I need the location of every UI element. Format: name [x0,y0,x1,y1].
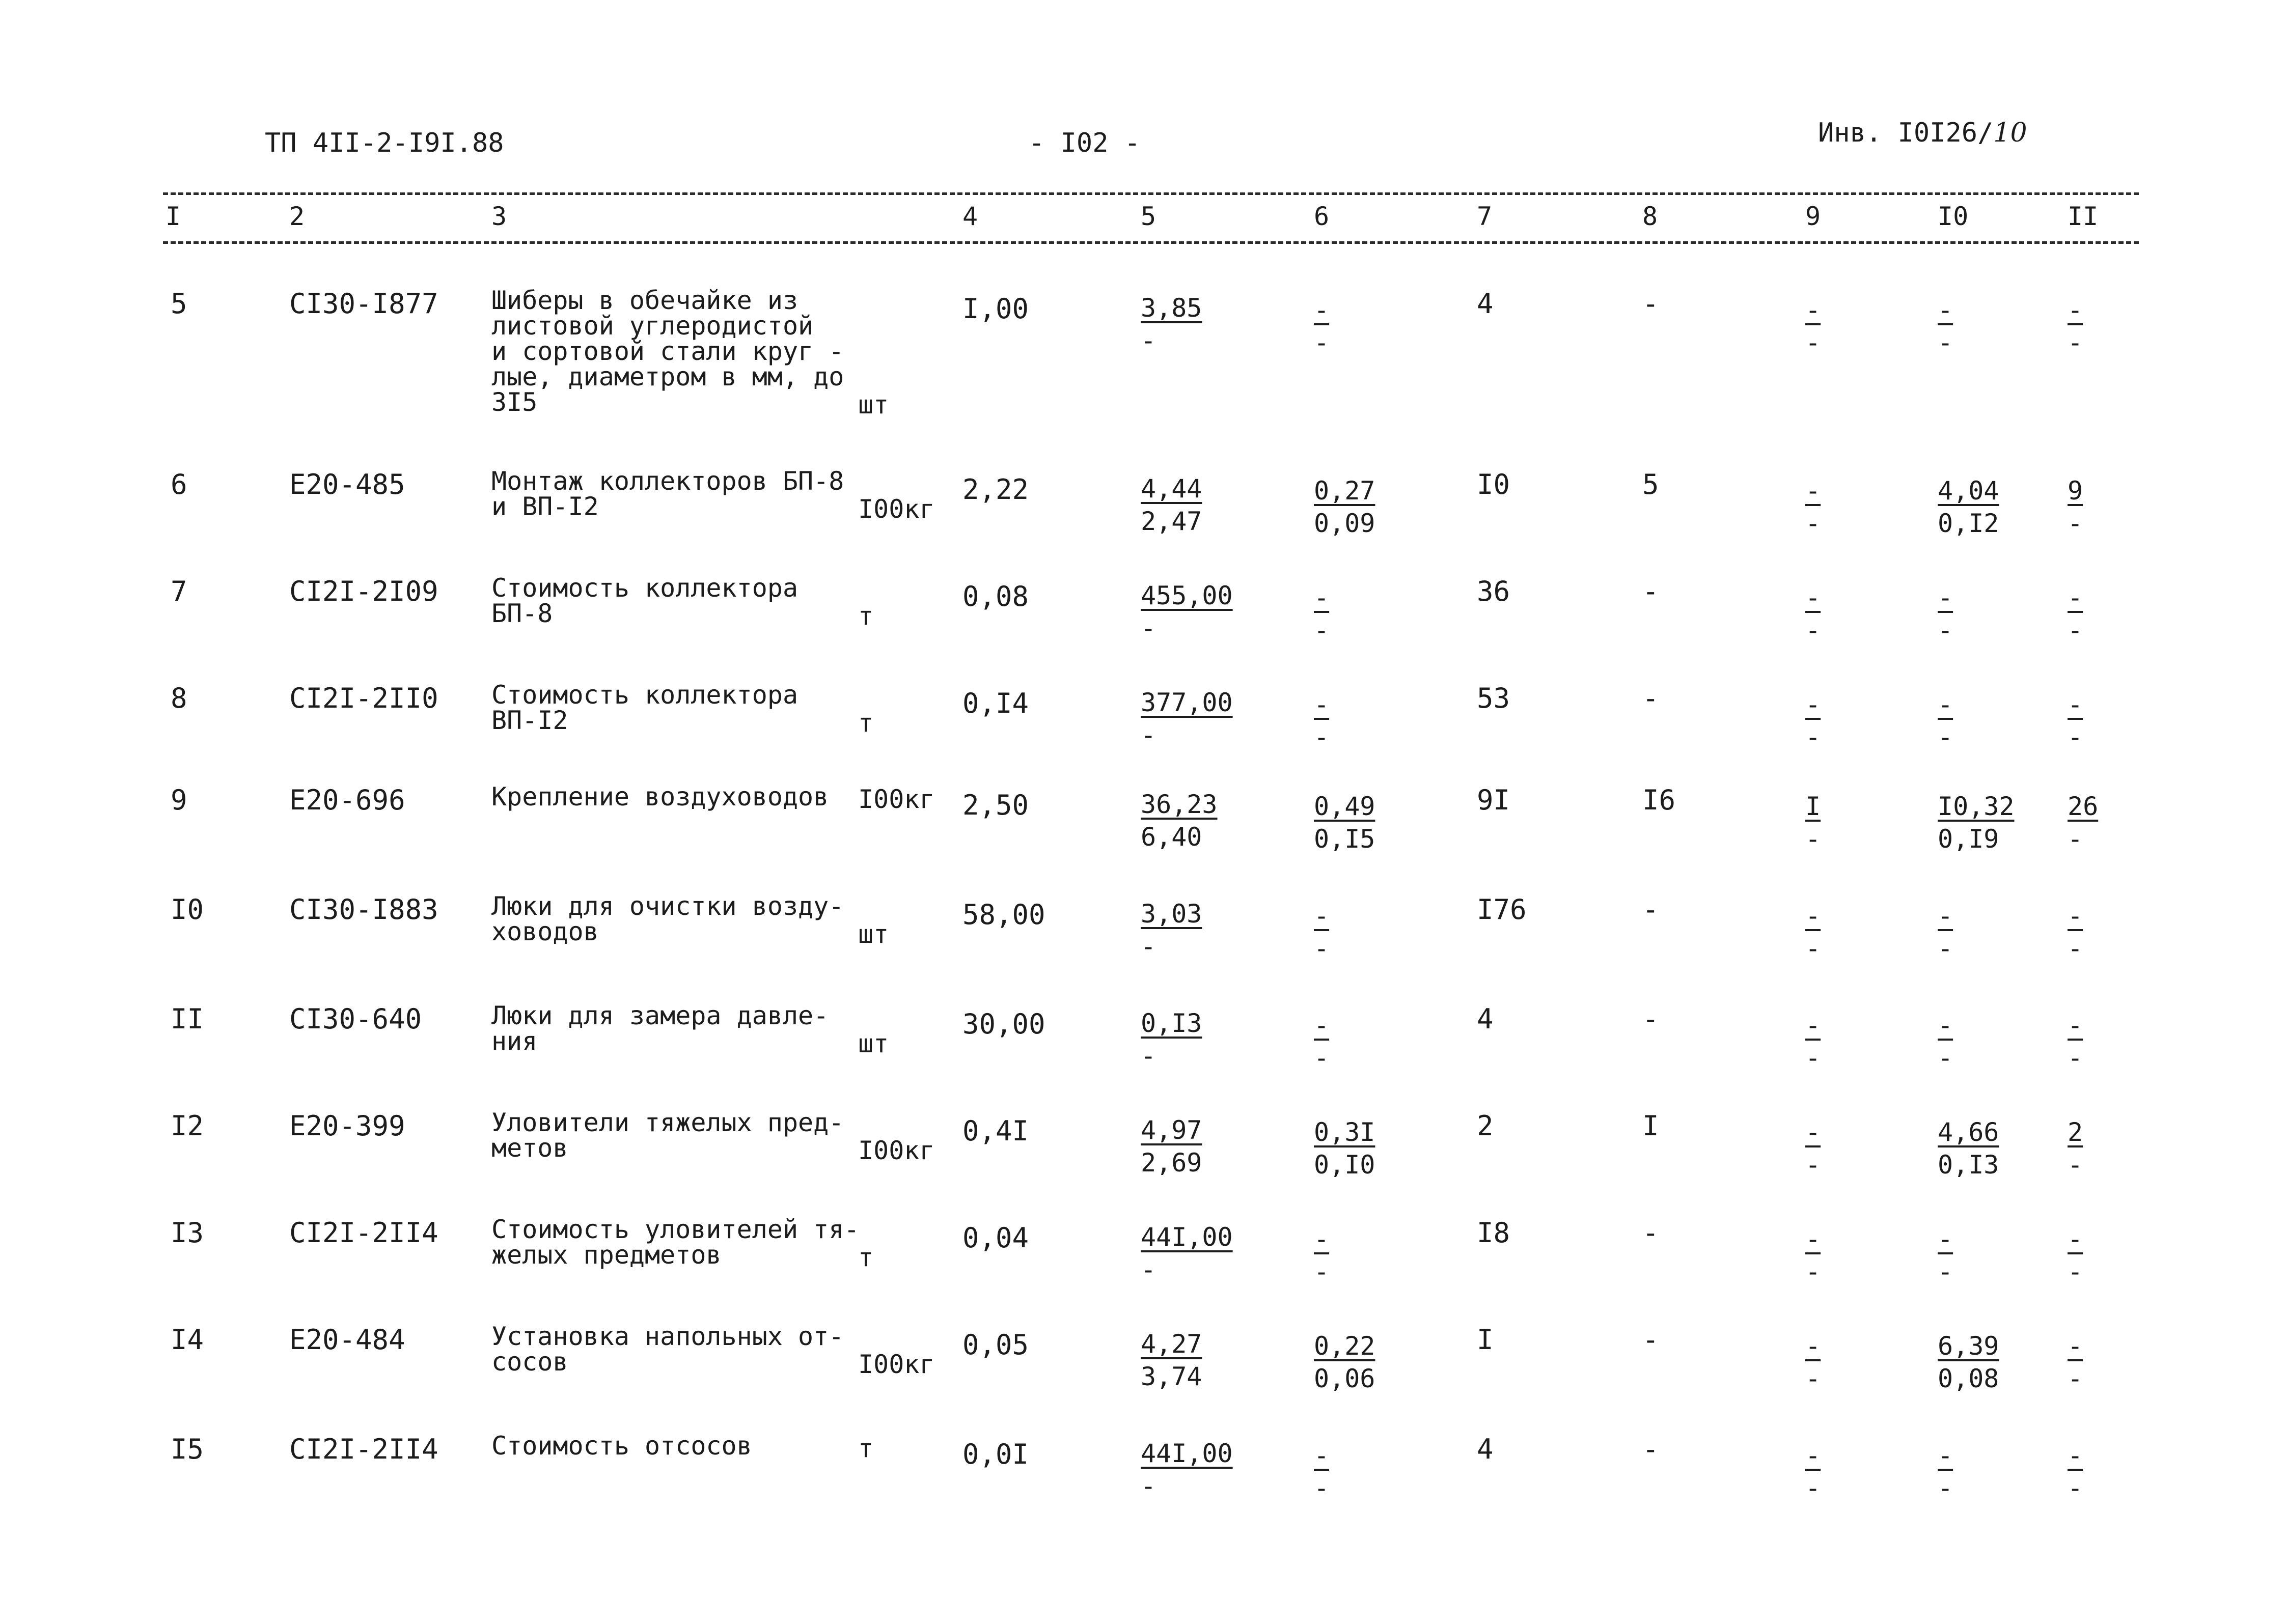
column-number: 8 [1642,202,1658,231]
unit: шт [858,1029,889,1058]
unit: I00кг [858,1350,935,1379]
column-9-value-denominator: - [1805,1257,1821,1286]
column-9-value-denominator: - [1805,722,1821,752]
column-11-value [2068,1226,2083,1284]
unit: т [858,1434,874,1463]
column-9-value [1805,1333,1821,1391]
column-6-value-numerator: - [1314,901,1330,931]
row-number: 8 [171,682,187,714]
column-9-value-numerator: - [1805,901,1821,931]
work-description: Установка напольных от- сосов [491,1322,844,1377]
column-10-value [1938,794,2015,852]
column-11-value-numerator: - [2068,583,2083,612]
column-9-value-numerator: - [1805,1117,1821,1147]
column-8-value: I6 [1642,784,1676,816]
column-number: 5 [1141,202,1156,231]
column-6-value [1314,1443,1329,1501]
column-11-value [2068,297,2083,355]
column-10-value-numerator: - [1938,1441,1953,1470]
quantity: 0,05 [962,1329,1029,1361]
work-description: Люки для замера давле- ния [491,1001,829,1056]
column-11-value-denominator: - [2068,1473,2083,1503]
unit-cost-numerator: 44I,00 [1141,1222,1233,1252]
total-cost: I76 [1477,893,1527,926]
row-number: I4 [171,1324,204,1356]
total-cost: 4 [1477,1433,1494,1465]
row-number: II [171,1003,204,1035]
column-11-value-denominator: - [2068,1150,2083,1180]
work-description: Стоимость коллектора ВП-I2 [491,680,798,735]
column-8-value: I [1642,1110,1659,1142]
unit-cost-numerator: 4,97 [1141,1115,1202,1145]
column-10-value-denominator: - [1938,615,1953,645]
unit-cost [1141,792,1218,850]
column-10-value-numerator: - [1938,1011,1953,1040]
unit-cost-denominator: - [1141,932,1156,961]
column-10-value [1938,297,1953,355]
column-8-value: - [1642,1003,1659,1035]
column-11-value [2068,1119,2083,1178]
quantity: 2,22 [962,473,1029,506]
column-11-value-denominator: - [2068,934,2083,963]
column-9-value [1805,297,1821,355]
unit-cost-numerator: 3,85 [1141,293,1202,323]
inventory-handwritten-suffix: 10 [1993,118,2027,148]
work-description: Крепление воздуховодов [491,782,829,811]
column-9-value [1805,478,1821,536]
quantity: 0,I4 [962,687,1029,719]
price-code: СI30-640 [289,1003,422,1035]
unit-cost-denominator: - [1141,326,1156,355]
row-number: I0 [171,893,204,926]
column-6-value-denominator: 0,I5 [1314,824,1375,854]
column-6-value-numerator: 0,49 [1314,792,1375,821]
column-10-value-denominator: 0,08 [1938,1364,1999,1393]
column-11-value [2068,1443,2083,1501]
column-11-value [2068,692,2083,750]
column-10-value-denominator: - [1938,328,1953,357]
column-10-value-numerator: 4,04 [1938,476,1999,506]
quantity: 0,0I [962,1438,1029,1470]
column-number: 6 [1314,202,1330,231]
column-10-value-denominator: 0,I9 [1938,824,1999,854]
unit: т [858,601,874,631]
column-10-value-numerator: I0,32 [1938,792,2015,821]
price-code: СI2I-2I09 [289,575,438,607]
column-9-value-denominator: - [1805,824,1821,854]
work-description: Стоимость уловителей тя- желых предметов [491,1215,860,1270]
row-number: 9 [171,784,187,816]
column-6-value [1314,478,1375,536]
column-11-value-denominator: - [2068,509,2083,538]
column-9-value-numerator: - [1805,1224,1821,1254]
column-9-value-numerator: - [1805,583,1821,612]
row-number: 7 [171,575,187,607]
column-8-value: 5 [1642,468,1659,500]
column-10-value [1938,585,1953,643]
column-11-value-numerator: - [2068,1441,2083,1470]
unit-cost [1141,295,1202,353]
total-cost: 2 [1477,1110,1494,1142]
inventory-prefix: Инв. I0I26/ [1818,118,1994,148]
unit: I00кг [858,785,935,814]
column-number: 3 [491,202,507,231]
column-8-value: - [1642,1324,1659,1356]
column-11-value-numerator: 26 [2068,792,2099,821]
unit-cost [1141,1224,1233,1282]
column-10-value [1938,692,1953,750]
column-11-value [2068,585,2083,643]
column-10-value-denominator: 0,I2 [1938,509,1999,538]
column-11-value-denominator: - [2068,1364,2083,1393]
quantity: 0,08 [962,580,1029,612]
column-9-value-numerator: - [1805,295,1821,325]
column-11-value [2068,794,2098,852]
column-10-value-denominator: - [1938,1257,1953,1286]
work-description: Монтаж коллекторов БП-8 и ВП-I2 [491,466,844,521]
column-9-value [1805,1119,1821,1178]
column-9-value-denominator: - [1805,509,1821,538]
column-9-value [1805,794,1821,852]
column-9-value [1805,1226,1821,1284]
column-6-value [1314,903,1329,961]
work-description: Уловители тяжелых пред- метов [491,1108,844,1163]
total-cost: I0 [1477,468,1510,500]
header-bottom-rule [163,241,2139,244]
quantity: I,00 [962,293,1029,325]
column-11-value [2068,1333,2083,1391]
column-6-value-denominator: 0,06 [1314,1364,1375,1393]
column-9-value-denominator: - [1805,934,1821,963]
work-description: Шиберы в обечайке из листовой углеродистой и сортовой стали круг - лые, диаметром в мм, до 3I5 [491,286,844,417]
total-cost: I [1477,1324,1494,1356]
column-11-value-denominator: - [2068,615,2083,645]
column-6-value-denominator: - [1314,1257,1330,1286]
column-number: 2 [289,202,305,231]
column-10-value-denominator: - [1938,1043,1953,1073]
column-10-value-numerator: - [1938,690,1953,719]
column-10-value-numerator: 4,66 [1938,1117,1999,1147]
work-description: Стоимость отсосов [491,1431,752,1461]
row-number: 6 [171,468,187,500]
column-10-value-denominator: - [1938,722,1953,752]
quantity: 0,04 [962,1222,1029,1254]
inventory-number [1818,120,2027,146]
column-6-value-denominator: 0,09 [1314,509,1375,538]
column-6-value-denominator: - [1314,1473,1330,1503]
column-number: II [2068,202,2099,231]
unit: I00кг [858,1136,935,1165]
column-11-value-numerator: - [2068,901,2083,931]
unit: т [858,1243,874,1272]
column-6-value [1314,1333,1375,1391]
column-9-value [1805,692,1821,750]
column-6-value-denominator: - [1314,615,1330,645]
column-11-value-numerator: - [2068,1331,2083,1361]
document-code: ТП 4II-2-I9I.88 [265,128,504,158]
column-11-value-numerator: - [2068,690,2083,719]
price-code: СI2I-2II4 [289,1433,438,1465]
unit-cost [1141,901,1202,959]
column-9-value [1805,1443,1821,1501]
price-code: Е20-696 [289,784,405,816]
column-number: 4 [962,202,978,231]
price-code: Е20-485 [289,468,405,500]
column-6-value-numerator: 0,22 [1314,1331,1375,1361]
column-6-value [1314,1013,1329,1071]
column-6-value-numerator: 0,27 [1314,476,1375,506]
column-10-value-numerator: 6,39 [1938,1331,1999,1361]
column-8-value: - [1642,1217,1659,1249]
column-9-value [1805,1013,1821,1071]
column-6-value-numerator: - [1314,583,1330,612]
unit-cost-denominator: - [1141,1255,1156,1284]
column-9-value-numerator: - [1805,1441,1821,1470]
row-number: I5 [171,1433,204,1465]
unit-cost-denominator: 3,74 [1141,1362,1202,1391]
column-9-value-denominator: - [1805,1473,1821,1503]
unit-cost [1141,1441,1233,1499]
column-6-value [1314,1226,1329,1284]
column-10-value-numerator: - [1938,1224,1953,1254]
unit-cost-numerator: 0,I3 [1141,1009,1202,1038]
row-number: 5 [171,288,187,320]
quantity: 2,50 [962,789,1029,821]
unit-cost-denominator: - [1141,720,1156,750]
unit-cost-numerator: 44I,00 [1141,1439,1233,1468]
column-6-value [1314,794,1375,852]
column-6-value-numerator: - [1314,1224,1330,1254]
column-6-value-numerator: - [1314,690,1330,719]
column-6-value [1314,692,1329,750]
column-8-value: - [1642,1433,1659,1465]
unit-cost-numerator: 4,27 [1141,1329,1202,1359]
column-11-value [2068,903,2083,961]
column-8-value: - [1642,893,1659,926]
total-cost: 53 [1477,682,1510,714]
total-cost: 36 [1477,575,1510,607]
unit-cost-numerator: 3,03 [1141,899,1202,929]
price-code: СI30-I883 [289,893,438,926]
column-10-value-numerator: - [1938,583,1953,612]
column-6-value-numerator: - [1314,1011,1330,1040]
column-10-value [1938,1226,1953,1284]
column-number: I [166,202,181,231]
unit-cost-denominator: 6,40 [1141,822,1202,852]
column-6-value-numerator: - [1314,295,1330,325]
column-9-value [1805,903,1821,961]
unit-cost-denominator: 2,47 [1141,507,1202,536]
unit-cost [1141,690,1233,748]
work-description: Стоимость коллектора БП-8 [491,573,798,628]
column-9-value-denominator: - [1805,1043,1821,1073]
price-code: СI2I-2II4 [289,1217,438,1249]
column-11-value-numerator: - [2068,295,2083,325]
unit-cost-denominator: - [1141,1041,1156,1071]
column-10-value-denominator: - [1938,1473,1953,1503]
column-number: 7 [1477,202,1493,231]
column-10-value [1938,478,1999,536]
column-9-value-numerator: - [1805,1011,1821,1040]
column-10-value [1938,1119,1999,1178]
column-6-value-denominator: - [1314,1043,1330,1073]
column-8-value: - [1642,575,1659,607]
total-cost: I8 [1477,1217,1510,1249]
unit-cost [1141,1331,1202,1389]
column-8-value: - [1642,682,1659,714]
column-6-value-denominator: - [1314,934,1330,963]
price-code: Е20-484 [289,1324,405,1356]
unit-cost-denominator: - [1141,613,1156,643]
column-6-value-denominator: - [1314,328,1330,357]
unit: шт [858,390,889,419]
total-cost: 4 [1477,288,1494,320]
unit-cost-numerator: 4,44 [1141,474,1202,503]
column-10-value-denominator: 0,I3 [1938,1150,1999,1180]
row-number: I2 [171,1110,204,1142]
price-code: Е20-399 [289,1110,405,1142]
unit-cost-numerator: 455,00 [1141,581,1233,610]
column-11-value-numerator: 9 [2068,476,2083,506]
unit-cost-denominator: 2,69 [1141,1148,1202,1178]
column-9-value-denominator: - [1805,1150,1821,1180]
column-9-value-denominator: - [1805,1364,1821,1393]
column-9-value-numerator: - [1805,690,1821,719]
unit-cost [1141,1115,1202,1178]
column-10-value-numerator: - [1938,295,1953,325]
unit: I00кг [858,494,935,524]
quantity: 58,00 [962,899,1045,931]
column-6-value-numerator: 0,3I [1314,1117,1375,1147]
column-10-value-denominator: - [1938,934,1953,963]
column-11-value [2068,1013,2083,1071]
row-number: I3 [171,1217,204,1249]
column-10-value [1938,1333,1999,1391]
quantity: 30,00 [962,1008,1045,1040]
unit-cost [1141,583,1233,641]
column-6-value-denominator: 0,I0 [1314,1150,1375,1180]
column-9-value-denominator: - [1805,615,1821,645]
column-11-value-denominator: - [2068,722,2083,752]
column-9-value-denominator: - [1805,328,1821,357]
column-9-value-numerator: - [1805,1331,1821,1361]
total-cost: 9I [1477,784,1510,816]
column-11-value-denominator: - [2068,824,2083,854]
column-9-value-numerator: I [1805,792,1821,821]
column-number: I0 [1938,202,1969,231]
column-10-value [1938,1443,1953,1501]
unit: шт [858,919,889,949]
column-11-value-denominator: - [2068,1043,2083,1073]
column-11-value-numerator: 2 [2068,1117,2083,1147]
column-9-value [1805,585,1821,643]
unit-cost-denominator: - [1141,1471,1156,1501]
column-11-value-denominator: - [2068,1257,2083,1286]
column-6-value-numerator: - [1314,1441,1330,1470]
total-cost: 4 [1477,1003,1494,1035]
unit-cost [1141,1011,1202,1069]
column-number: 9 [1805,202,1821,231]
unit-cost [1141,476,1202,534]
unit: т [858,708,874,738]
page-number: - I02 - [1029,128,1141,158]
column-8-value: - [1642,288,1659,320]
column-6-value-denominator: - [1314,722,1330,752]
quantity: 0,4I [962,1115,1029,1147]
column-10-value-numerator: - [1938,901,1953,931]
work-description: Люки для очистки возду- ховодов [491,891,844,946]
column-11-value [2068,478,2083,536]
price-code: СI2I-2II0 [289,682,438,714]
column-11-value-numerator: - [2068,1224,2083,1254]
column-6-value [1314,297,1329,355]
column-10-value [1938,1013,1953,1071]
column-6-value [1314,585,1329,643]
column-10-value [1938,903,1953,961]
column-9-value-numerator: - [1805,476,1821,506]
column-11-value-denominator: - [2068,328,2083,357]
unit-cost-numerator: 377,00 [1141,688,1233,717]
price-code: СI30-I877 [289,288,438,320]
column-6-value [1314,1119,1375,1178]
header-top-rule [163,192,2139,195]
column-11-value-numerator: - [2068,1011,2083,1040]
unit-cost-numerator: 36,23 [1141,790,1218,819]
